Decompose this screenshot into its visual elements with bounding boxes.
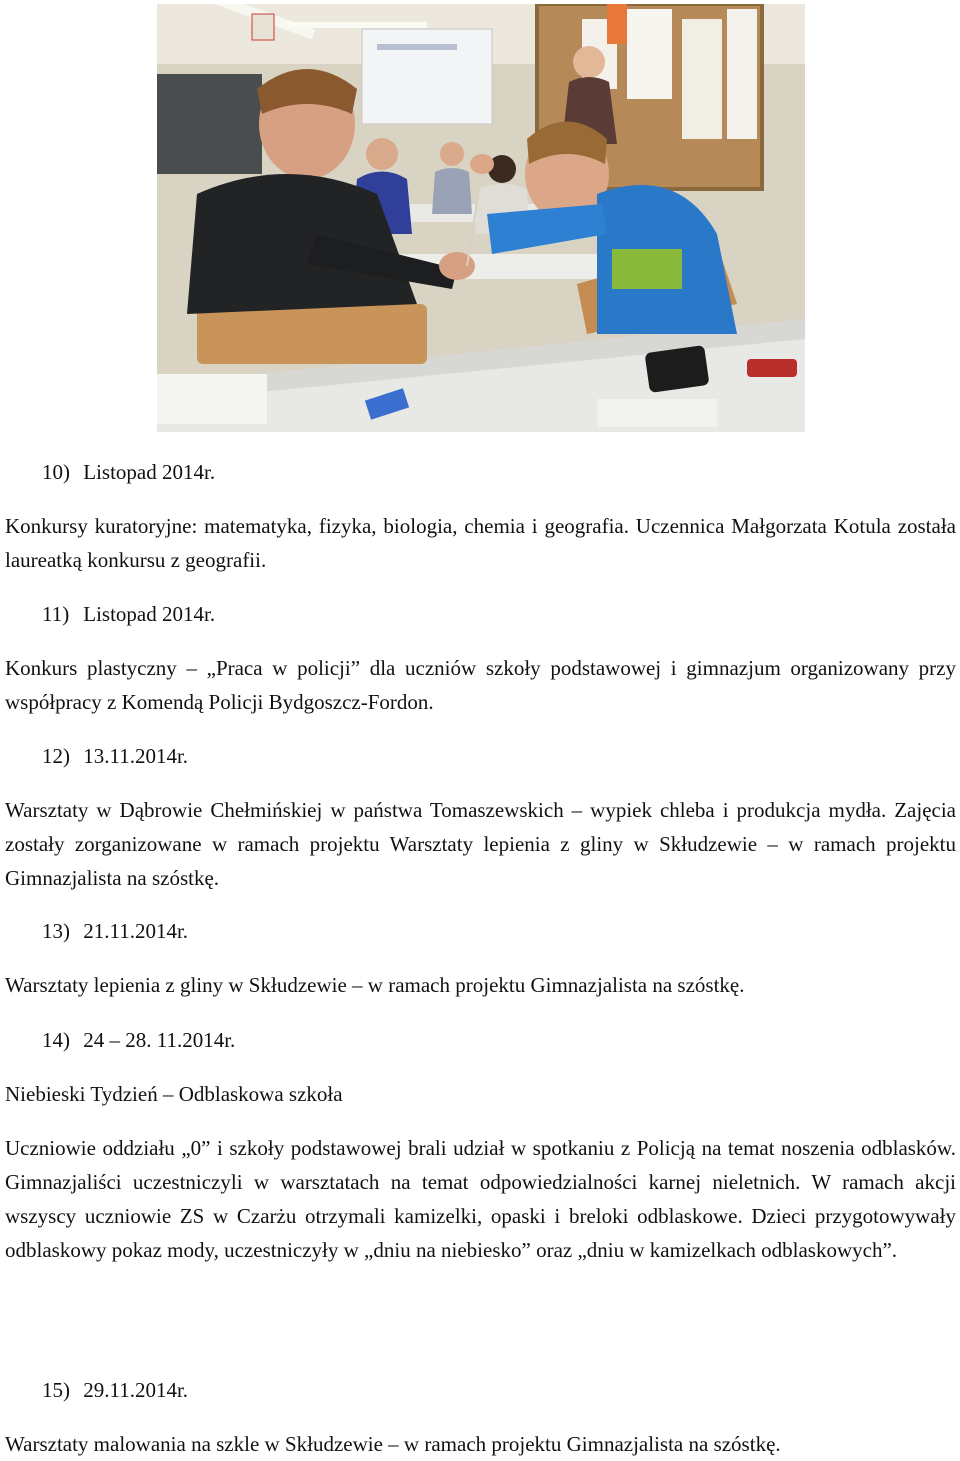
item-paragraph-12: Warsztaty w Dąbrowie Chełmińskiej w państwa Tomaszewskich – wypiek chleba i produkcja mydła. Zajęcia zostały zorganizowane w ramach projektu Warsztaty lepienia z gliny w Skłudzewie – w ramach projektu Gimnazjalista na szóstkę. bbox=[5, 798, 956, 890]
item-paragraph-11: Konkurs plastyczny – „Praca w policji” dla uczniów szkoły podstawowej i gimnazjum organizowany przy współpracy z Komendą Policji Bydgoszcz-Fordon. bbox=[5, 656, 956, 714]
item-date: 24 – 28. 11.2014r. bbox=[83, 1028, 236, 1052]
item-paragraph-14: Uczniowie oddziału „0” i szkoły podstawowej brali udział w spotkaniu z Policją na temat noszenia odblasków. Gimnazjaliści uczestniczyli w warsztatach na temat odpowiedzialności karnej nieletnich. W ramach akcji wszyscy uczniowie ZS w Czarżu otrzymali kamizelki, opaski i breloki odblaskowe. Dzieci przygotowywały odblaskowy pokaz mody, uczestniczyły w „dniu na niebiesko” oraz „dniu w kamizelkach odblaskowych”. bbox=[5, 1136, 956, 1262]
item-heading-15 bbox=[42, 1373, 188, 1407]
item-paragraph-13: Warsztaty lepienia z gliny w Skłudzewie – w ramach projektu Gimnazjalista na szóstkę. bbox=[5, 973, 745, 997]
item-number: 13) bbox=[42, 919, 70, 943]
item-number: 12) bbox=[42, 744, 70, 768]
item-number: 14) bbox=[42, 1028, 70, 1052]
item-date: Listopad 2014r. bbox=[83, 602, 216, 626]
item-paragraph-10: Konkursy kuratoryjne: matematyka, fizyka, biologia, chemia i geografia. Uczennica Małgorzata Kotula została laureatką konkursu z geografii. bbox=[5, 514, 956, 572]
item-heading-13 bbox=[42, 914, 188, 948]
item-number: 10) bbox=[42, 460, 70, 484]
item-heading-14 bbox=[42, 1023, 235, 1057]
item-date: 13.11.2014r. bbox=[83, 744, 189, 768]
item-date: 29.11.2014r. bbox=[83, 1378, 189, 1402]
item-paragraph-15: Warsztaty malowania na szkle w Skłudzewie – w ramach projektu Gimnazjalista na szóstkę. bbox=[5, 1432, 781, 1456]
item-date: Listopad 2014r. bbox=[83, 460, 216, 484]
classroom-photo bbox=[157, 4, 805, 432]
item-number: 15) bbox=[42, 1378, 70, 1402]
item-number: 11) bbox=[42, 602, 70, 626]
item-heading-10 bbox=[42, 455, 215, 489]
item-subtitle-14: Niebieski Tydzień – Odblaskowa szkoła bbox=[5, 1082, 343, 1106]
item-heading-12 bbox=[42, 739, 188, 773]
item-heading-11 bbox=[42, 597, 215, 631]
item-date: 21.11.2014r. bbox=[83, 919, 189, 943]
